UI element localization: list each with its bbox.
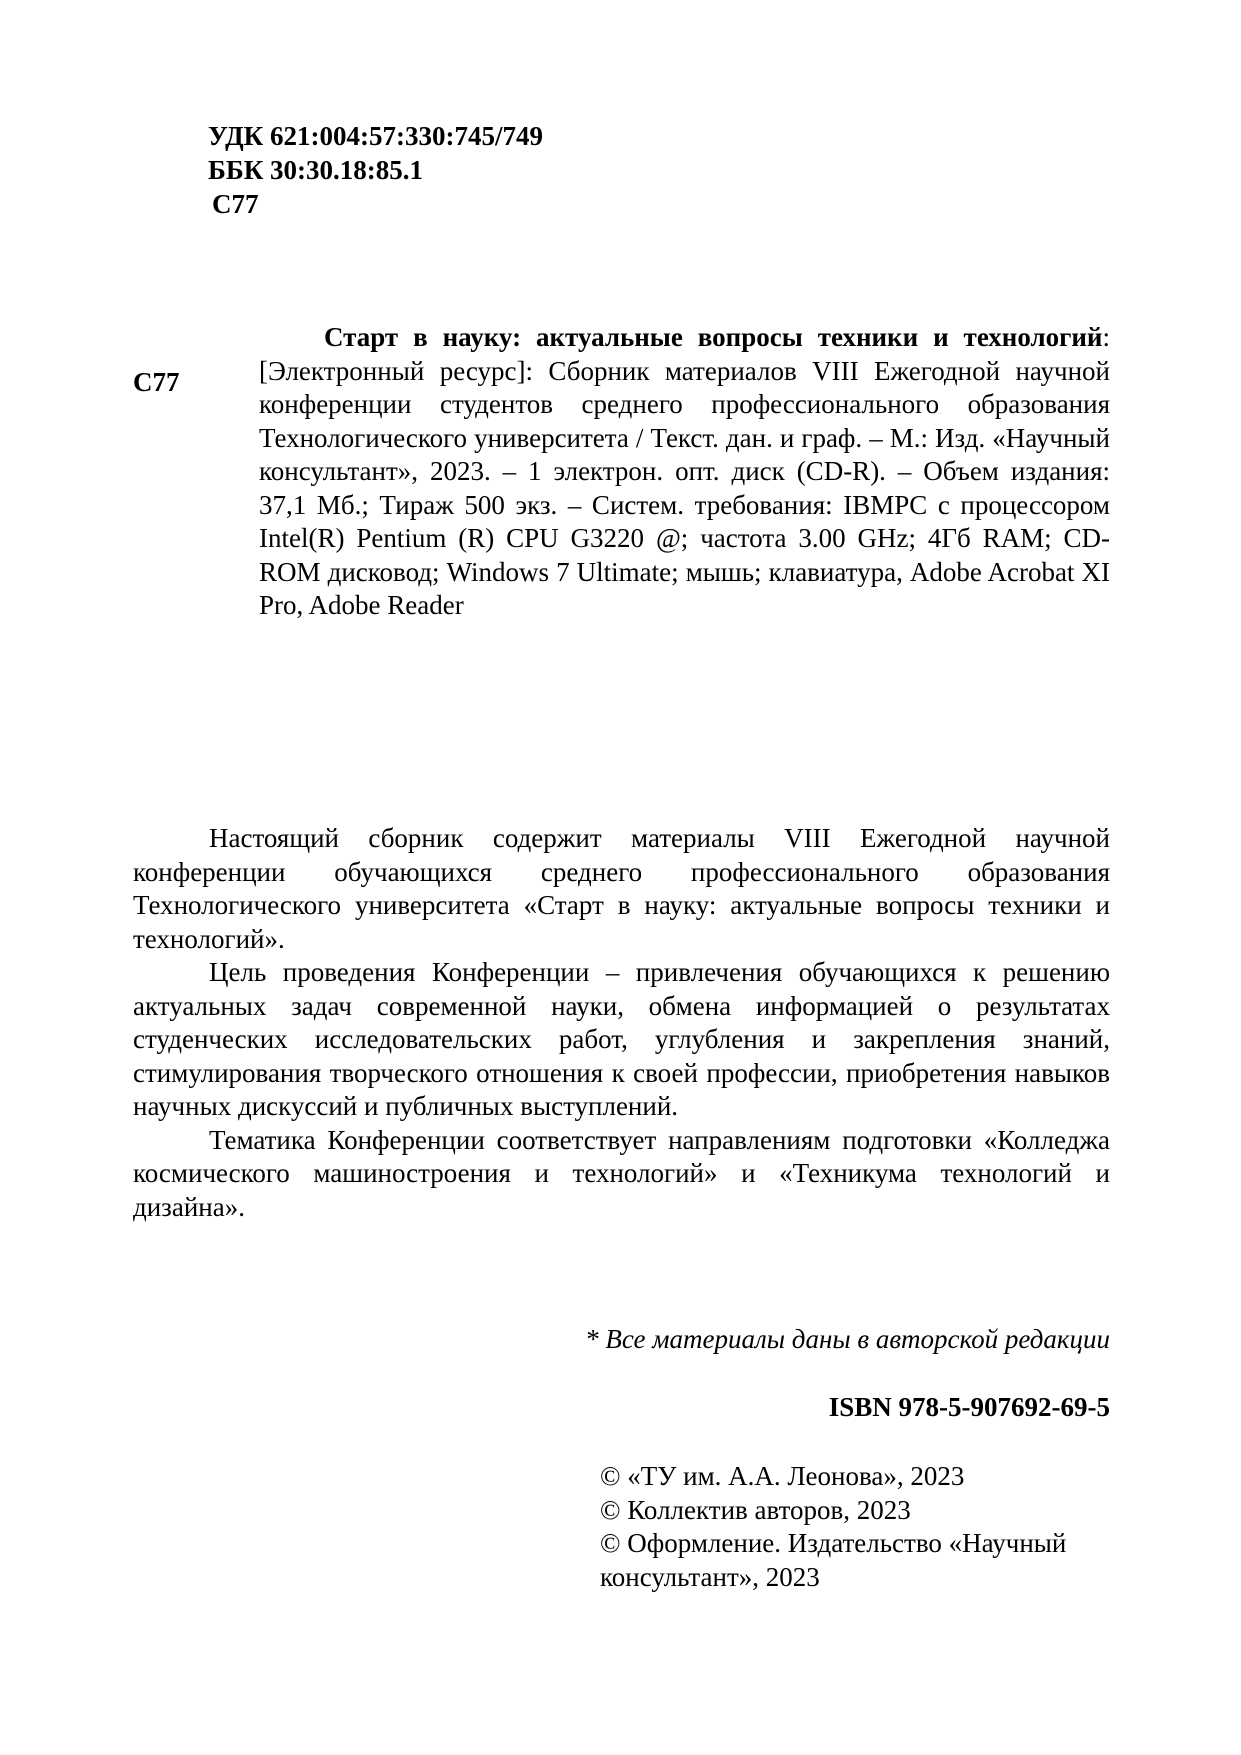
annotation-paragraph: Цель проведения Конференции – привлечения обучающихся к решению актуальных задач современной науки, обмена информацией о результатах студенческих исследовательских работ, углубления и закрепления знаний, стимулирования творческого отношения к своей профессии, приобретения навыков научных дискуссий и публичных выступлений. (133, 957, 1110, 1121)
annotation-paragraph: Настоящий сборник содержит материалы VIII Ежегодной научной конференции обучающихся среднего профессионального образования Технологического университета «Старт в науку: актуальные вопросы техники и технологий». (133, 823, 1110, 954)
copyright-line: © Коллектив авторов, 2023 (600, 1494, 911, 1525)
copyright-block (600, 1460, 1110, 1594)
author-mark: С77 (212, 189, 259, 219)
book-title: Старт в науку: актуальные вопросы техники и технологий (324, 322, 1103, 352)
classification-codes (208, 119, 543, 221)
copyright-line: © Оформление. Издательство «Научный консультант», 2023 (600, 1528, 1067, 1592)
bibliographic-details: : [Электронный ресурс]: Сборник материалов VIII Ежегодной научной конференции студентов среднего профессионального образования Технологического университета / Текст. дан. и граф. – М.: Изд. «Научный консультант», 2023. – 1 электрон. опт. диск (CD-R). – Объем издания: 37,1 Мб.; Тираж 500 экз. – Систем. требования: IBMPC с процессором Intel(R) Pentium (R) CPU G3220 @; частота 3.00 GHz; 4Гб RAM; CD-ROM дисковод; Windows 7 Ultimate; мышь; клавиатура, Adobe Acrobat XI Pro, Adobe Reader (259, 322, 1110, 620)
annotation (133, 822, 1110, 1224)
udk-code: УДК 621:004:57:330:745/749 (208, 121, 543, 151)
bbk-code: ББК 30:30.18:85.1 (208, 155, 424, 185)
side-author-mark: С77 (133, 367, 180, 397)
bibliographic-description (259, 321, 1110, 623)
isbn: ISBN 978-5-907692-69-5 (828, 1392, 1110, 1422)
editorial-note: * Все материалы даны в авторской редакции (585, 1324, 1110, 1354)
copyright-line: © «ТУ им. А.А. Леонова», 2023 (600, 1461, 965, 1491)
annotation-paragraph: Тематика Конференции соответствует направлениям подготовки «Колледжа космического машиностроения и технологий» и «Техникума технологий и дизайна». (133, 1124, 1110, 1222)
